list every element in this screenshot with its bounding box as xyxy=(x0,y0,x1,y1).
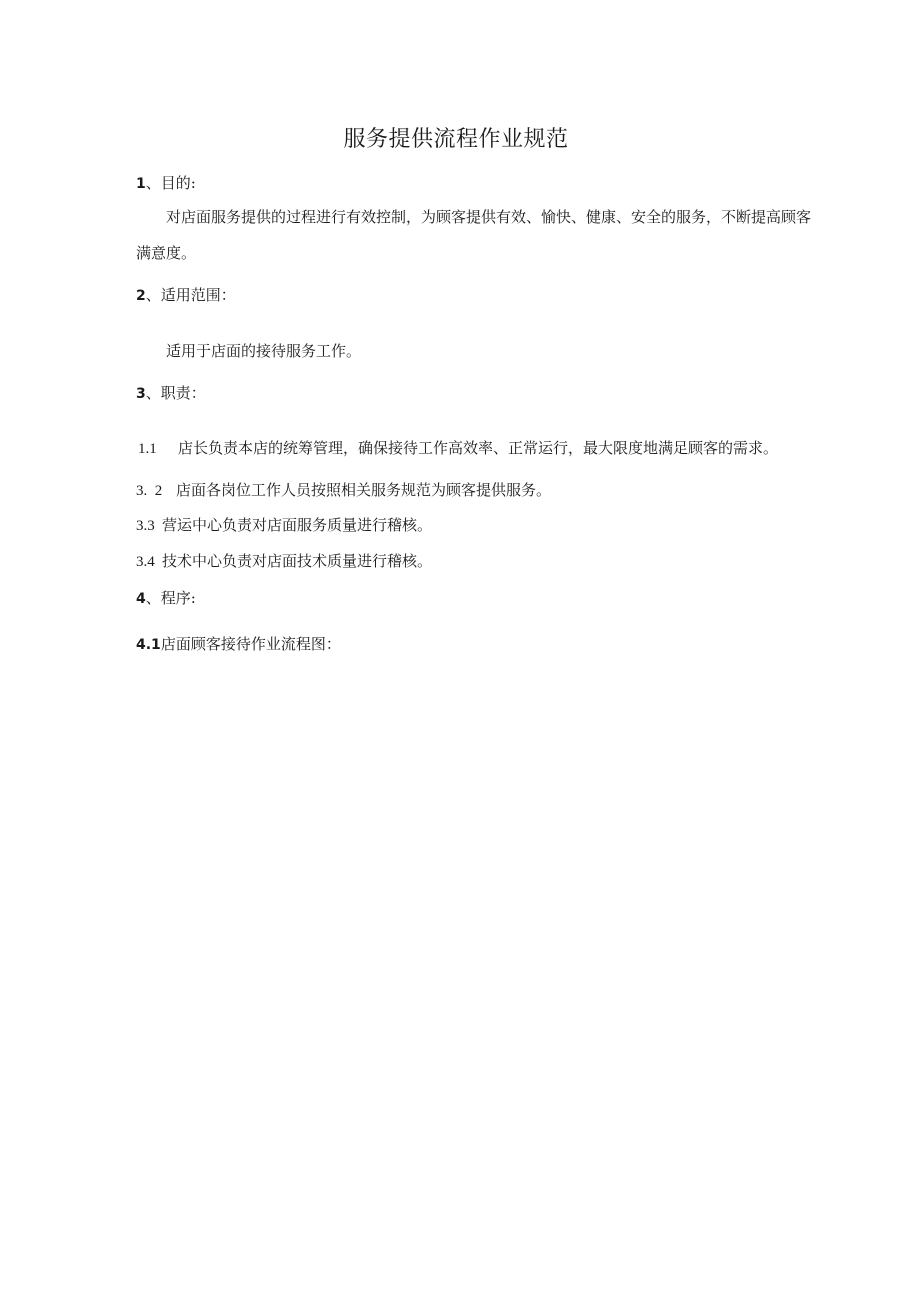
duty-item-text: 技术中心负责对店面技术质量进行稽核。 xyxy=(162,552,433,570)
section-1-title: 、目的: xyxy=(145,174,196,192)
duty-item xyxy=(136,515,432,536)
duty-item-text: 店面各岗位工作人员按照相关服务规范为顾客提供服务。 xyxy=(176,481,552,499)
section-4-1-heading xyxy=(136,634,341,655)
section-4-number: 4 xyxy=(136,591,146,607)
section-2-paragraph: 适用于店面的接待服务工作。 xyxy=(166,342,362,360)
duty-item-number: 1.1 xyxy=(138,441,157,457)
section-4-title: 、程序: xyxy=(145,589,196,607)
document-title: 服务提供流程作业规范 xyxy=(343,127,569,152)
duty-item-number: 3. 2 xyxy=(136,483,163,499)
section-1-paragraph-line-2: 满意度。 xyxy=(136,244,197,262)
section-4-1-number: 4.1 xyxy=(136,637,161,653)
duty-item xyxy=(138,438,778,459)
duty-item-number: 3.4 xyxy=(136,554,155,570)
section-3-number: 3 xyxy=(136,386,146,402)
section-2-heading xyxy=(136,285,236,306)
section-1-paragraph-line-1: 对店面服务提供的过程进行有效控制，为顾客提供有效、愉快、健康、安全的服务，不断提高顾客 xyxy=(166,208,812,226)
section-3-title: 、职责： xyxy=(145,384,206,402)
section-4-1-title: 店面顾客接待作业流程图： xyxy=(160,635,341,653)
section-1-heading xyxy=(136,173,196,194)
section-4-heading xyxy=(136,588,196,609)
duty-item-text: 店长负责本店的统筹管理，确保接待工作高效率、正常运行，最大限度地满足顾客的需求。 xyxy=(178,439,779,457)
section-2-title: 、适用范围： xyxy=(145,286,236,304)
duty-item xyxy=(136,480,551,501)
duty-item-text: 营运中心负责对店面服务质量进行稽核。 xyxy=(162,516,433,534)
section-3-heading xyxy=(136,383,206,404)
duty-item xyxy=(136,551,432,572)
section-2-number: 2 xyxy=(136,288,146,304)
duty-item-number: 3.3 xyxy=(136,518,155,534)
section-1-number: 1 xyxy=(136,176,146,192)
